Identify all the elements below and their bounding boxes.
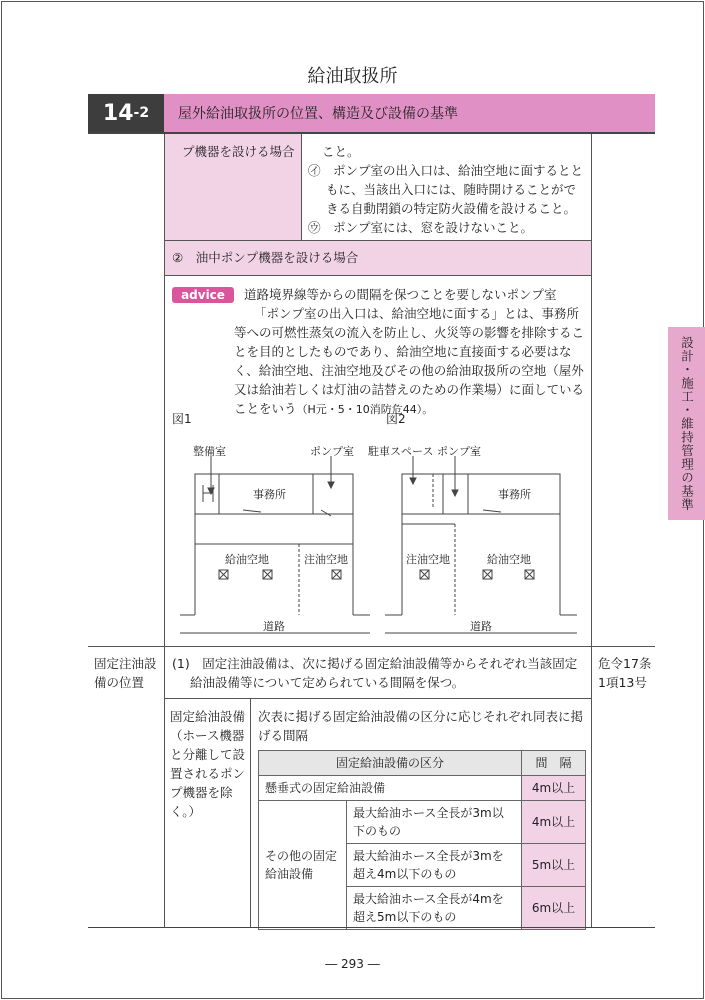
block2-bottom-rule	[165, 275, 591, 276]
fig2-office: 事務所	[498, 488, 531, 501]
fig1-pump-room: ポンプ室	[310, 445, 354, 458]
fig1-road: 道路	[263, 620, 285, 633]
bottom-rule	[88, 927, 655, 928]
block1-content	[308, 142, 588, 237]
table-row3-label: 最大給油ホース全長が3mを超え4m以下のもの	[347, 844, 522, 887]
distance-table	[258, 750, 586, 930]
fig2-parking: 駐車スペース	[368, 445, 434, 458]
column-divider-right	[591, 134, 592, 927]
advice-tag: advice	[172, 287, 234, 303]
advice-body	[234, 304, 588, 419]
table-header-category: 固定給油設備の区分	[259, 751, 522, 776]
fig1-seibishitsu: 整備室	[193, 445, 226, 458]
block1-item-u: ㋒ ポンプ室には、窓を設けないこと。	[308, 220, 534, 235]
table-row2-value: 4m以上	[522, 801, 586, 844]
table-row4-value: 6m以上	[522, 887, 586, 930]
fig1-door-1	[243, 510, 261, 512]
advice-body-text: 「ポンプ室の出入口は、給油空地に面する」とは、事務所等への可燃性蒸気の流入を防止し、火災等の影響を排除することを目的としたものであり、給油空地に直接面する必要はなく、給油空地、注油空地及びその他の給油取扱所の空地（屋外又は給油若しくは灯油の詰替えのための作業場）に面していることをいう	[234, 306, 585, 416]
fixed-sub-label: 固定給油設備（ホース機器と分離して設置されるポンプ機器を除く。）	[170, 709, 246, 819]
block1-line1: こと。	[322, 144, 360, 159]
fig2-door	[483, 510, 501, 512]
advice-title: 道路境界線等からの間隔を保つことを要しないポンプ室	[244, 287, 557, 302]
table-row4-label: 最大給油ホース全長が4mを超え5m以下のもの	[347, 887, 522, 930]
page-number: ― 293 ―	[325, 957, 380, 971]
section-number	[88, 94, 164, 132]
fig2-building-outline	[402, 474, 560, 514]
table-other-label: その他の固定給油設備	[259, 801, 347, 930]
figure-pump-symbols	[219, 570, 534, 579]
section-title: 屋外給油取扱所の位置、構造及び設備の基準	[164, 94, 655, 132]
block1-divider	[301, 134, 302, 240]
table-header-distance: 間 隔	[522, 751, 586, 776]
fig1-office: 事務所	[253, 488, 286, 501]
table-row	[259, 801, 586, 844]
fixed-sub-rule	[165, 698, 591, 699]
section-rule	[88, 646, 655, 647]
table-row	[259, 776, 586, 801]
fig2-road: 道路	[470, 620, 492, 633]
fig1-chuyu: 注油空地	[304, 553, 348, 566]
figure-arrows	[208, 456, 458, 496]
fixed-sub-text: 次表に掲げる固定給油設備の区分に応じそれぞれ同表に掲げる間隔	[258, 709, 584, 743]
fig2-chuyu: 注油空地	[406, 553, 450, 566]
fig1-label: 図1	[172, 412, 192, 426]
fixed-sub-divider	[250, 698, 251, 927]
advice-ref: （H元・5・10消防危44）。	[296, 403, 434, 416]
fixed-left-label: 固定注油設備の位置	[94, 656, 157, 690]
section-number-main: 14	[102, 100, 134, 126]
fig1-kyuyu: 給油空地	[225, 553, 269, 566]
section-number-sub: -2	[133, 105, 150, 121]
fig2-pump-room: ポンプ室	[437, 445, 481, 458]
fig2-label: 図2	[386, 412, 406, 426]
page-title: 給油取扱所	[307, 66, 398, 87]
block1-item-i: ㋑ ポンプ室の出入口は、給油空地に面するとともに、当該出入口には、随時開けることができる自動閉鎖の特定防火設備を設けること。	[308, 163, 584, 216]
figures-svg	[165, 430, 591, 640]
fixed-text: (1) 固定注油設備は、次に掲げる固定給油設備等からそれぞれ当該固定給油設備等について定められている間隔を保つ。	[172, 656, 578, 690]
fig2-kyuyu: 給油空地	[487, 553, 531, 566]
table-header-row	[259, 751, 586, 776]
block1-label: プ機器を設ける場合	[182, 144, 295, 159]
fig1-door-2	[321, 510, 331, 516]
fixed-reference: 危令17条1項13号	[598, 656, 652, 690]
side-tab-label: 設計・施工・維持管理の基準	[679, 335, 695, 512]
side-tab	[668, 327, 705, 520]
block2-heading: ② 油中ポンプ機器を設ける場合	[172, 250, 359, 265]
table-row1-label: 懸垂式の固定給油設備	[259, 776, 522, 801]
table-row2-label: 最大給油ホース全長が3m以下のもの	[347, 801, 522, 844]
table-row1-value: 4m以上	[522, 776, 586, 801]
table-row3-value: 5m以上	[522, 844, 586, 887]
